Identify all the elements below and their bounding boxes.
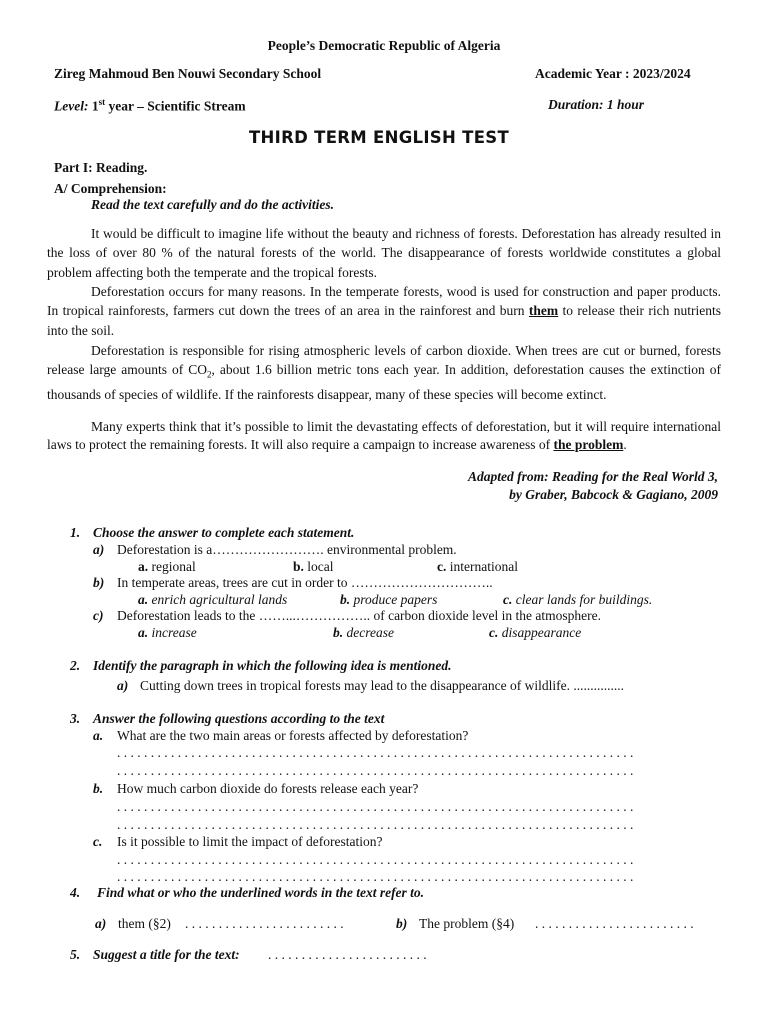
q3a-letter: a.: [93, 728, 104, 743]
q1-number: 1.: [70, 525, 81, 540]
q2a-statement[interactable]: Cutting down trees in tropical forests may lead to the disappearance of wildlife. ...............: [140, 678, 624, 693]
q1c-option-a[interactable]: [138, 625, 197, 641]
country-header: People’s Democratic Republic of Algeria: [267, 38, 501, 53]
q1a-option-c[interactable]: [437, 559, 518, 575]
option-text: disappearance: [498, 625, 582, 640]
q1c-option-b[interactable]: [333, 625, 394, 641]
q1b-option-a[interactable]: [138, 592, 287, 608]
q3b-answer-line-2[interactable]: . . . . . . . . . . . . . . . . . . . . . . . . . . . . . . . . . . . . . . . . . . . . . . . . . . . . . . . . . . . . . . . . . . . . . . . . . . . . .: [117, 817, 634, 832]
option-letter: c.: [437, 559, 447, 574]
option-letter: c.: [503, 592, 513, 607]
option-text: clear lands for buildings.: [512, 592, 653, 607]
level-sup: st: [98, 97, 106, 107]
paragraph-3-end: , about 1.6 billion metric tons each year. In addition, deforestation causes the extinction of thousands of species of wildlife. If the rainforests disappear, many of these species will become extinct.: [47, 362, 721, 403]
duration: Duration: 1 hour: [548, 97, 645, 112]
q1a-option-b[interactable]: [293, 559, 334, 575]
paragraph-3: [47, 341, 721, 405]
q2-title: Identify the paragraph in which the following idea is mentioned.: [93, 658, 452, 673]
underlined-the-problem: the problem: [553, 436, 624, 452]
q1c-statement: Deforestation leads to the ……...…………….. of carbon dioxide level in the atmosphere.: [117, 608, 602, 623]
q3c-letter: c.: [93, 834, 103, 849]
q1c-letter: c): [93, 608, 104, 623]
q3c-answer-line-1[interactable]: . . . . . . . . . . . . . . . . . . . . . . . . . . . . . . . . . . . . . . . . . . . . . . . . . . . . . . . . . . . . . . . . . . . . . . . . . . . . .: [117, 852, 634, 867]
q4a-text: them (§2): [118, 916, 171, 931]
level-label: Level:: [54, 98, 89, 114]
paragraph-1: It would be difficult to imagine life without the beauty and richness of forests. Deforestation has already resulted in the loss of over 80 % of the natural forests of the world. The disappearance of forests worldwide constitutes a global problem affecting both the temperate and the tropical forests.: [47, 226, 721, 280]
option-text: enrich agricultural lands: [148, 592, 288, 607]
option-letter: b.: [293, 559, 304, 574]
paragraph-4: [47, 418, 721, 453]
q3c-question: Is it possible to limit the impact of deforestation?: [117, 834, 383, 849]
q5-title: Suggest a title for the text:: [93, 947, 240, 962]
q4a-answer[interactable]: . . . . . . . . . . . . . . . . . . . . . . . .: [185, 916, 344, 931]
option-letter: a.: [138, 592, 149, 607]
reading-instruction: Read the text carefully and do the activities.: [91, 197, 334, 212]
level-stream: year – Scientific Stream: [105, 98, 246, 114]
option-letter: a.: [138, 625, 149, 640]
section-heading: A/ Comprehension:: [54, 181, 167, 196]
paragraph-4-end: .: [623, 436, 627, 452]
q1b-letter: b): [93, 575, 105, 590]
option-text: regional: [148, 559, 196, 574]
source-line-1: Adapted from: Reading for the Real World 3,: [467, 469, 718, 484]
q1b-option-c[interactable]: [503, 592, 652, 608]
paragraph-2-end: to release their rich nutrients into the soil.: [47, 303, 721, 338]
option-text: produce papers: [350, 592, 438, 607]
q1c-option-c[interactable]: [489, 625, 581, 641]
school-name: Zireg Mahmoud Ben Nouwi Secondary School: [54, 66, 322, 81]
option-text: local: [303, 559, 334, 574]
q5-answer[interactable]: . . . . . . . . . . . . . . . . . . . . . . . .: [268, 947, 427, 962]
q2-number: 2.: [70, 658, 81, 673]
q1a-letter: a): [93, 542, 105, 557]
part-heading: Part I: Reading.: [54, 160, 148, 175]
q3c-answer-line-2[interactable]: . . . . . . . . . . . . . . . . . . . . . . . . . . . . . . . . . . . . . . . . . . . . . . . . . . . . . . . . . . . . . . . . . . . . . . . . . . . . .: [117, 869, 634, 884]
q1a-statement: Deforestation is a……………………. environmental problem.: [117, 542, 457, 557]
q2a-letter: a): [117, 678, 129, 693]
q4b-letter: b): [396, 916, 408, 931]
q3-number: 3.: [70, 711, 81, 726]
q3a-answer-line-2[interactable]: . . . . . . . . . . . . . . . . . . . . . . . . . . . . . . . . . . . . . . . . . . . . . . . . . . . . . . . . . . . . . . . . . . . . . . . . . . . . .: [117, 763, 634, 778]
paragraph-2-start: Deforestation occurs for many reasons. In the temperate forests, wood is used for construction and paper products. In tropical rainforests, farmers cut down the trees of an area in the rainforest and burn: [47, 284, 721, 319]
q4-title: Find what or who the underlined words in the text refer to.: [97, 885, 425, 900]
paragraph-3-start: Deforestation is responsible for rising atmospheric levels of carbon dioxide. When trees are cut or burned, forests release large amounts of CO: [47, 343, 721, 378]
option-text: decrease: [343, 625, 394, 640]
q5-number: 5.: [70, 947, 81, 962]
q3a-answer-line-1[interactable]: . . . . . . . . . . . . . . . . . . . . . . . . . . . . . . . . . . . . . . . . . . . . . . . . . . . . . . . . . . . . . . . . . . . . . . . . . . . . .: [117, 745, 634, 760]
level-line: [54, 97, 246, 115]
co2-subscript: 2: [207, 369, 212, 380]
q3b-answer-line-1[interactable]: . . . . . . . . . . . . . . . . . . . . . . . . . . . . . . . . . . . . . . . . . . . . . . . . . . . . . . . . . . . . . . . . . . . . . . . . . . . . .: [117, 799, 634, 814]
q4a-letter: a): [95, 916, 107, 931]
paragraph-4-start: Many experts think that it’s possible to limit the devastating effects of deforestation, but it will require international laws to protect the remaining forests. It will also require a campaign to increase awareness of: [47, 419, 721, 452]
option-letter: a.: [138, 559, 149, 574]
source-line-2: by Graber, Babcock & Gagiano, 2009: [509, 487, 718, 502]
q3a-question: What are the two main areas or forests affected by deforestation?: [117, 728, 469, 743]
q1-title: Choose the answer to complete each statement.: [93, 525, 355, 540]
underlined-them: them: [528, 303, 559, 319]
q4-number: 4.: [70, 885, 81, 900]
q1b-statement: In temperate areas, trees are cut in order to …………………………..: [117, 575, 493, 590]
q1b-option-b[interactable]: [340, 592, 437, 608]
option-letter: b.: [340, 592, 351, 607]
q4b-answer[interactable]: . . . . . . . . . . . . . . . . . . . . . . . .: [535, 916, 694, 931]
q3-title: Answer the following questions according to the text: [93, 711, 385, 726]
option-text: increase: [148, 625, 197, 640]
test-title: THIRD TERM ENGLISH TEST: [248, 128, 510, 147]
level-value: 1: [91, 98, 99, 114]
q3b-question: How much carbon dioxide do forests release each year?: [117, 781, 419, 796]
paragraph-2: [47, 282, 721, 340]
option-letter: c.: [489, 625, 499, 640]
q3b-letter: b.: [93, 781, 104, 796]
option-text: international: [446, 559, 518, 574]
q1a-option-a[interactable]: [138, 559, 196, 575]
q4b-text: The problem (§4): [419, 916, 515, 931]
academic-year: Academic Year : 2023/2024: [535, 66, 691, 81]
option-letter: b.: [333, 625, 344, 640]
